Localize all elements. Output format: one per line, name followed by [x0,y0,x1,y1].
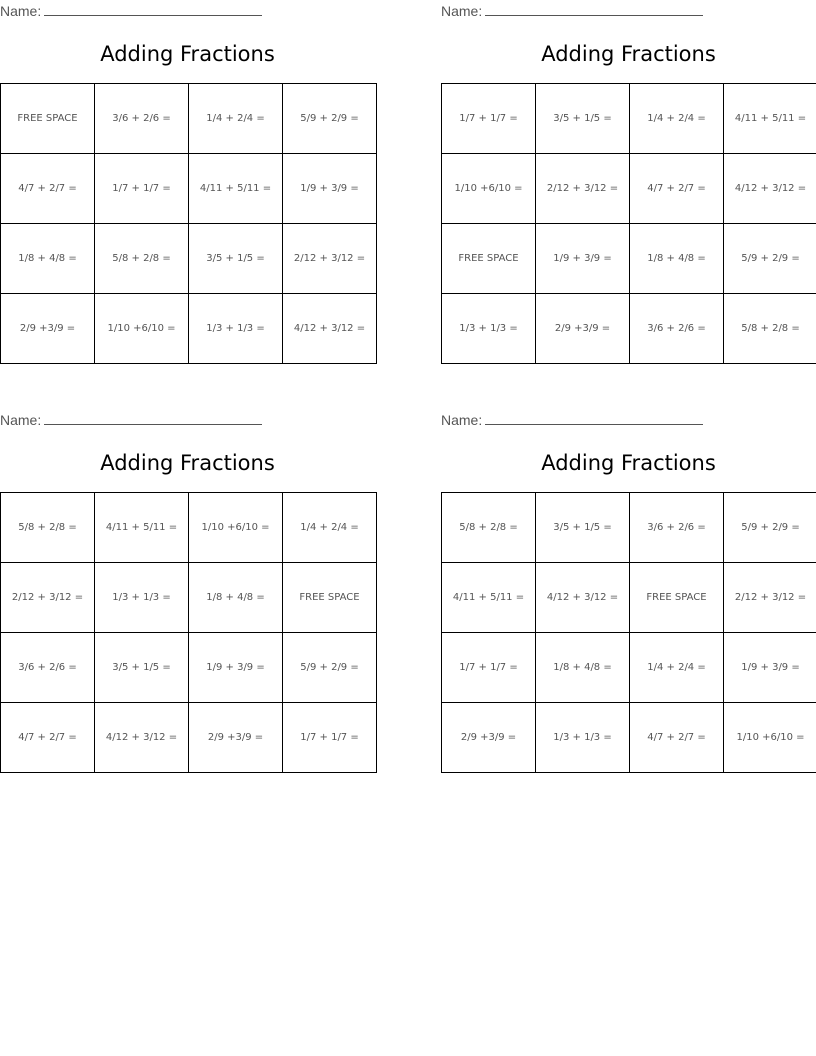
name-line [0,411,262,428]
grid-row [442,294,816,364]
grid-cell: 1/7 + 1/7 = [442,633,536,703]
grid-cell: 1/10 +6/10 = [189,493,283,563]
grid-cell: FREE SPACE [1,84,95,154]
grid-cell: 1/3 + 1/3 = [95,563,189,633]
grid-row [442,703,816,773]
grid-cell: 1/9 + 3/9 = [283,154,377,224]
grid-cell: 2/9 +3/9 = [536,294,630,364]
grid-cell: 1/4 + 2/4 = [630,633,724,703]
grid-cell: 1/8 + 4/8 = [189,563,283,633]
grid-cell: 1/7 + 1/7 = [95,154,189,224]
grid-cell: 4/11 + 5/11 = [95,493,189,563]
grid-cell: 1/8 + 4/8 = [630,224,724,294]
grid-cell: 1/10 +6/10 = [95,294,189,364]
grid-cell: 4/12 + 3/12 = [724,154,816,224]
grid-cell: 5/9 + 2/9 = [724,224,816,294]
grid-cell: 2/12 + 3/12 = [724,563,816,633]
grid-cell: 2/9 +3/9 = [189,703,283,773]
grid-row [1,224,377,294]
grid-cell: 4/7 + 2/7 = [630,703,724,773]
grid-row [1,563,377,633]
grid-cell: 2/9 +3/9 = [442,703,536,773]
name-label: Name: [441,3,483,19]
grid-cell: 1/9 + 3/9 = [536,224,630,294]
grid-cell: 4/11 + 5/11 = [724,84,816,154]
grid-cell: 2/9 +3/9 = [1,294,95,364]
grid-row [1,633,377,703]
grid-row [1,294,377,364]
card-title: Adding Fractions [541,42,716,66]
name-label: Name: [0,3,42,19]
bingo-card-2 [441,0,816,365]
grid-cell: 4/12 + 3/12 = [283,294,377,364]
grid-cell: 2/12 + 3/12 = [1,563,95,633]
grid-cell: FREE SPACE [630,563,724,633]
bingo-grid [441,83,816,364]
grid-cell: 2/12 + 3/12 = [536,154,630,224]
grid-row [1,493,377,563]
grid-cell: 1/4 + 2/4 = [283,493,377,563]
grid-cell: 1/7 + 1/7 = [283,703,377,773]
grid-cell: 5/9 + 2/9 = [283,84,377,154]
grid-cell: 5/8 + 2/8 = [442,493,536,563]
grid-cell: 1/9 + 3/9 = [189,633,283,703]
grid-cell: 4/11 + 5/11 = [442,563,536,633]
grid-row [1,154,377,224]
name-line [441,411,703,428]
grid-row [442,224,816,294]
grid-cell: 3/6 + 2/6 = [1,633,95,703]
grid-cell: FREE SPACE [442,224,536,294]
grid-cell: 5/8 + 2/8 = [724,294,816,364]
grid-cell: 4/12 + 3/12 = [95,703,189,773]
name-blank[interactable] [485,411,703,425]
grid-cell: 4/7 + 2/7 = [1,703,95,773]
name-line [0,2,262,19]
grid-row [442,84,816,154]
name-blank[interactable] [44,2,262,16]
bingo-card-4 [441,409,816,774]
grid-cell: FREE SPACE [283,563,377,633]
grid-cell: 3/6 + 2/6 = [630,493,724,563]
grid-cell: 3/6 + 2/6 = [95,84,189,154]
bingo-grid [0,492,377,773]
bingo-grid [441,492,816,773]
grid-cell: 1/3 + 1/3 = [189,294,283,364]
grid-cell: 4/12 + 3/12 = [536,563,630,633]
grid-cell: 5/9 + 2/9 = [724,493,816,563]
name-label: Name: [0,412,42,428]
grid-cell: 3/6 + 2/6 = [630,294,724,364]
grid-cell: 1/4 + 2/4 = [630,84,724,154]
grid-cell: 2/12 + 3/12 = [283,224,377,294]
grid-cell: 3/5 + 1/5 = [536,493,630,563]
grid-row [442,633,816,703]
grid-cell: 1/10 +6/10 = [724,703,816,773]
grid-cell: 1/4 + 2/4 = [189,84,283,154]
card-title: Adding Fractions [541,451,716,475]
card-title: Adding Fractions [100,451,275,475]
grid-cell: 1/10 +6/10 = [442,154,536,224]
card-title: Adding Fractions [100,42,275,66]
grid-cell: 3/5 + 1/5 = [189,224,283,294]
grid-cell: 1/7 + 1/7 = [442,84,536,154]
grid-cell: 5/9 + 2/9 = [283,633,377,703]
name-blank[interactable] [485,2,703,16]
grid-cell: 4/11 + 5/11 = [189,154,283,224]
grid-cell: 5/8 + 2/8 = [1,493,95,563]
grid-row [442,563,816,633]
name-line [441,2,703,19]
grid-cell: 3/5 + 1/5 = [95,633,189,703]
grid-cell: 1/8 + 4/8 = [1,224,95,294]
name-label: Name: [441,412,483,428]
name-blank[interactable] [44,411,262,425]
grid-cell: 1/3 + 1/3 = [536,703,630,773]
bingo-grid [0,83,377,364]
grid-cell: 1/9 + 3/9 = [724,633,816,703]
grid-row [1,703,377,773]
bingo-card-3 [0,409,375,774]
grid-cell: 4/7 + 2/7 = [1,154,95,224]
grid-row [442,154,816,224]
grid-cell: 4/7 + 2/7 = [630,154,724,224]
grid-cell: 1/3 + 1/3 = [442,294,536,364]
grid-cell: 3/5 + 1/5 = [536,84,630,154]
bingo-card-1 [0,0,375,365]
grid-row [1,84,377,154]
grid-cell: 5/8 + 2/8 = [95,224,189,294]
grid-cell: 1/8 + 4/8 = [536,633,630,703]
grid-row [442,493,816,563]
